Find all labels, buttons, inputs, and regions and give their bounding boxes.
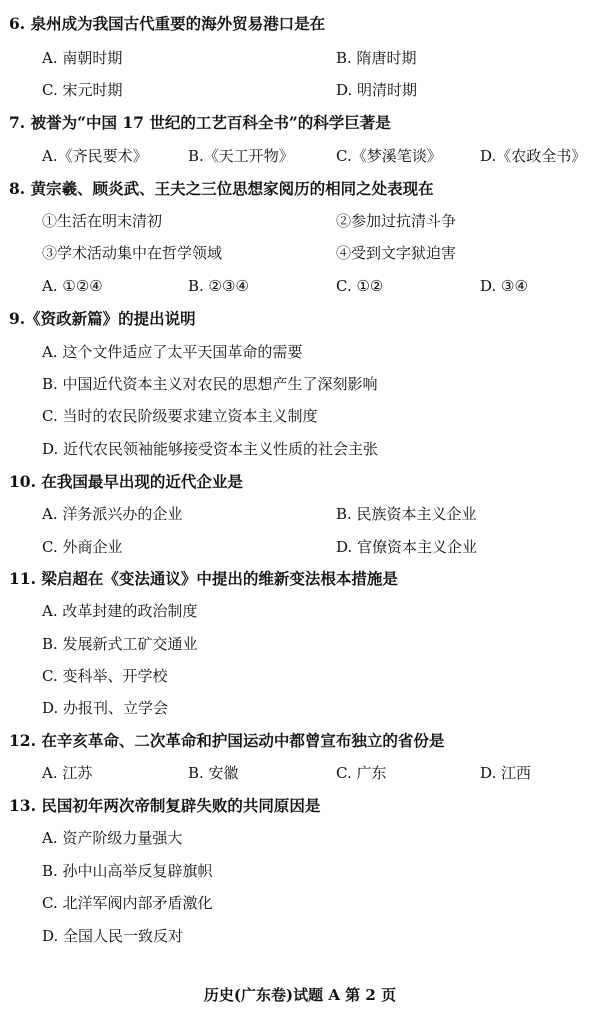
question-13-option-d: D. 全国人民一致反对 (42, 927, 184, 945)
question-10-stem: 10. 在我国最早出现的近代企业是 (9, 472, 243, 491)
question-12-option-b: B. 安徽 (188, 764, 239, 782)
question-8-statement-4: ④受到文字狱迫害 (336, 244, 457, 262)
question-12-stem: 12. 在辛亥革命、二次革命和护国运动中都曾宣布独立的省份是 (9, 731, 445, 750)
question-11-option-c: C. 变科举、开学校 (42, 667, 168, 685)
question-10-option-b: B. 民族资本主义企业 (336, 505, 477, 523)
question-9-option-b: B. 中国近代资本主义对农民的思想产生了深刻影响 (42, 375, 378, 393)
question-7-option-d: D.《农政全书》 (480, 147, 587, 165)
question-8-option-b: B. ②③④ (188, 277, 249, 295)
question-10-option-c: C. 外商企业 (42, 538, 123, 556)
question-11-stem: 11. 梁启超在《变法通议》中提出的维新变法根本措施是 (9, 569, 398, 588)
question-7-option-b: B.《天工开物》 (188, 147, 294, 165)
question-10-option-a: A. 洋务派兴办的企业 (42, 505, 183, 523)
question-8-statement-1: ①生活在明末清初 (42, 212, 163, 230)
question-11-option-a: A. 改革封建的政治制度 (42, 602, 198, 620)
question-9-stem: 9.《资政新篇》的提出说明 (9, 309, 196, 328)
question-8-option-a: A. ①②④ (42, 277, 103, 295)
question-8-statement-2: ②参加过抗清斗争 (336, 212, 457, 230)
question-6-option-a: A. 南朝时期 (42, 49, 123, 67)
question-8-stem: 8. 黄宗羲、顾炎武、王夫之三位思想家阅历的相同之处表现在 (9, 179, 434, 198)
question-6-option-c: C. 宋元时期 (42, 81, 123, 99)
question-13-option-b: B. 孙中山高举反复辟旗帜 (42, 862, 213, 880)
page-footer: 历史(广东卷)试题 A 第 2 页 (203, 986, 397, 1004)
question-13-option-a: A. 资产阶级力量强大 (42, 829, 183, 847)
question-9-option-a: A. 这个文件适应了太平天国革命的需要 (42, 343, 303, 361)
question-7-stem: 7. 被誉为“中国 17 世纪的工艺百科全书”的科学巨著是 (9, 113, 391, 132)
question-9-option-c: C. 当时的农民阶级要求建立资本主义制度 (42, 407, 318, 425)
question-13-option-c: C. 北洋军阀内部矛盾激化 (42, 894, 213, 912)
question-6-stem: 6. 泉州成为我国古代重要的海外贸易港口是在 (9, 14, 326, 33)
question-11-option-b: B. 发展新式工矿交通业 (42, 635, 198, 653)
question-10-option-d: D. 官僚资本主义企业 (336, 538, 478, 556)
question-7-option-a: A.《齐民要术》 (42, 147, 148, 165)
question-6-option-b: B. 隋唐时期 (336, 49, 417, 67)
question-8-option-c: C. ①② (336, 277, 384, 295)
question-13-stem: 13. 民国初年两次帝制复辟失败的共同原因是 (9, 796, 321, 815)
question-12-option-c: C. 广东 (336, 764, 387, 782)
question-9-option-d: D. 近代农民领袖能够接受资本主义性质的社会主张 (42, 440, 379, 458)
question-12-option-d: D. 江西 (480, 764, 532, 782)
question-12-option-a: A. 江苏 (42, 764, 93, 782)
question-11-option-d: D. 办报刊、立学会 (42, 699, 169, 717)
question-8-option-d: D. ③④ (480, 277, 528, 295)
question-7-option-c: C.《梦溪笔谈》 (336, 147, 442, 165)
question-6-option-d: D. 明清时期 (336, 81, 418, 99)
question-8-statement-3: ③学术活动集中在哲学领域 (42, 244, 223, 262)
